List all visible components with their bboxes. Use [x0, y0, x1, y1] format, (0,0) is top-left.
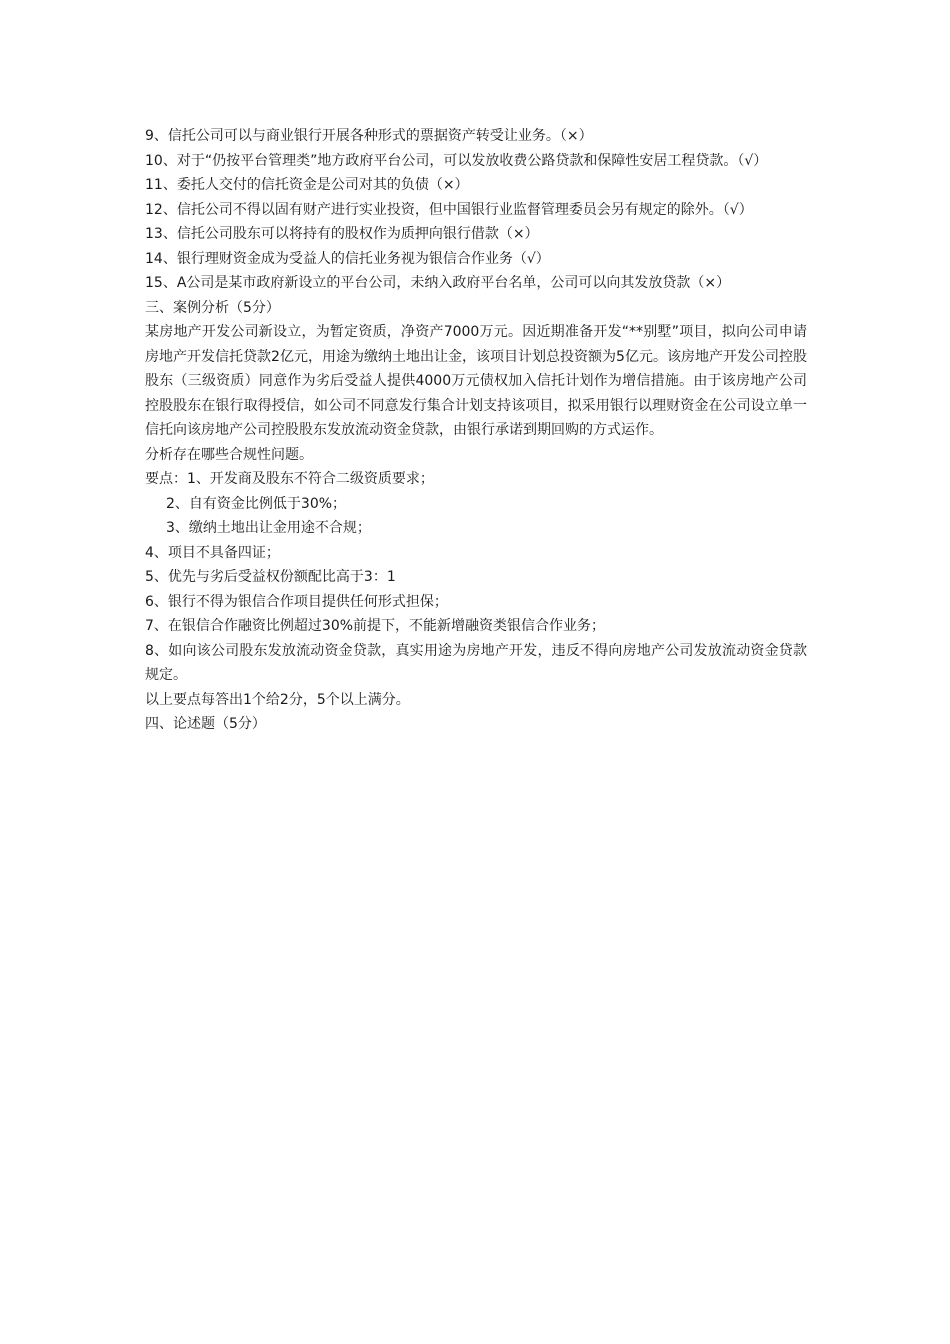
tf-item-13: 13、信托公司股东可以将持有的股权作为质押向银行借款（×）	[145, 226, 539, 242]
case-description: 某房地产开发公司新设立，为暂定资质，净资产7000万元。因近期准备开发“**别墅”项目，拟向公司申请房地产开发信托贷款2亿元，用途为缴纳土地出让金，该项目计划总投资额为5亿元。该房地产开发公司控股股东（三级资质）同意作为劣后受益人提供4000万元债权加入信托计划作为增信措施。由于该房地产公司控股股东在银行取得授信，如公司不同意发行集合计划支持该项目，拟采用银行以理财资金在公司设立单一信托向该房地产公司控股股东发放流动资金贷款，由银行承诺到期回购的方式运作。	[145, 324, 807, 438]
document-body	[145, 124, 807, 737]
tf-item-12: 12、信托公司不得以固有财产进行实业投资，但中国银行业监督管理委员会另有规定的除外。（√）	[145, 201, 753, 218]
scoring-note: 以上要点每答出1个给2分，5个以上满分。	[145, 691, 410, 708]
tf-item-15: 15、A公司是某市政府新设立的平台公司，未纳入政府平台名单，公司可以向其发放贷款（×）	[145, 275, 731, 291]
answer-point-6: 6、银行不得为银信合作项目提供任何形式担保；	[145, 593, 448, 610]
answer-point-7: 7、在银信合作融资比例超过30%前提下，不能新增融资类银信合作业务；	[145, 618, 606, 634]
answer-point-8: 8、如向该公司股东发放流动资金贷款，真实用途为房地产开发，违反不得向房地产公司发放流动资金贷款规定。	[145, 642, 807, 683]
tf-item-10: 10、对于“仍按平台管理类”地方政府平台公司，可以发放收费公路贷款和保障性安居工程贷款。（√）	[145, 152, 768, 169]
section-4-heading: 四、论述题（5分）	[145, 716, 266, 732]
tf-item-11: 11、委托人交付的信托资金是公司对其的负债（×）	[145, 177, 469, 193]
answer-point-4: 4、项目不具备四证；	[145, 544, 280, 561]
tf-item-9: 9、信托公司可以与商业银行开展各种形式的票据资产转受让业务。（×）	[145, 128, 593, 144]
tf-item-14: 14、银行理财资金成为受益人的信托业务视为银信合作业务（√）	[145, 250, 550, 267]
answer-point-3: 3、缴纳土地出让金用途不合规；	[166, 520, 371, 536]
answer-point-2: 2、自有资金比例低于30%；	[166, 495, 347, 512]
case-question: 分析存在哪些合规性问题。	[145, 446, 313, 463]
answer-point-1: 要点：1、开发商及股东不符合二级资质要求；	[145, 471, 434, 487]
section-3-heading: 三、案例分析（5分）	[145, 299, 280, 316]
answer-point-5: 5、优先与劣后受益权份额配比高于3：1	[145, 569, 396, 585]
